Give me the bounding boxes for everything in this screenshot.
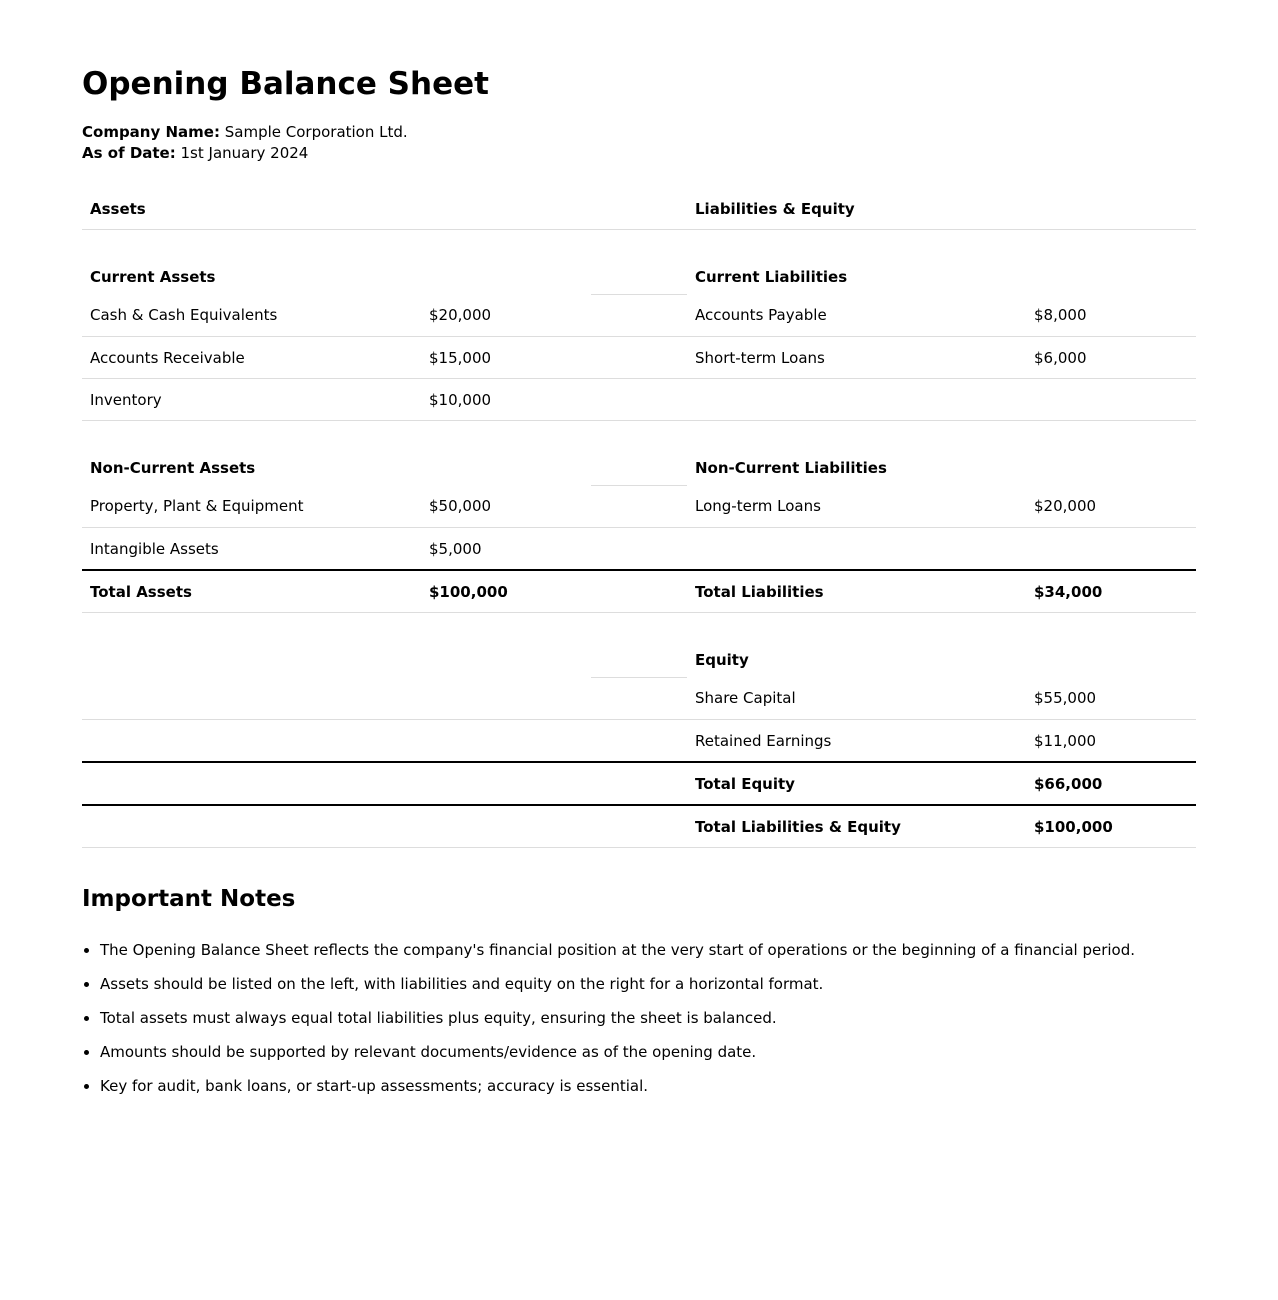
row-label: Property, Plant & Equipment <box>82 486 421 528</box>
row-value: $55,000 <box>1026 678 1196 720</box>
list-item: • Assets should be listed on the left, with liabilities and equity on the right for a horizontal format. <box>100 974 1196 994</box>
noncurrent-liabilities-title: Non-Current Liabilities <box>695 458 887 477</box>
total-assets-label: Total Assets <box>82 570 421 613</box>
row-value: $20,000 <box>421 295 591 337</box>
row-value: $6,000 <box>1026 337 1196 379</box>
balance-sheet-page <box>82 0 1196 1096</box>
table-row <box>82 678 1196 720</box>
total-row <box>82 805 1196 848</box>
total-equity-value: $66,000 <box>1026 762 1196 805</box>
notes-title: Important Notes <box>82 886 296 912</box>
section-row <box>82 230 1196 295</box>
date-line <box>82 143 1196 164</box>
table-header-row <box>82 189 1196 230</box>
current-assets-title: Current Assets <box>90 267 216 286</box>
document-meta <box>82 122 1196 164</box>
table-row <box>82 486 1196 528</box>
assets-header: Assets <box>82 189 421 230</box>
row-label: Short-term Loans <box>687 337 1026 379</box>
row-value: $5,000 <box>421 528 591 571</box>
current-liabilities-title: Current Liabilities <box>695 267 848 286</box>
row-label: Inventory <box>82 379 421 421</box>
total-liabilities-value: $34,000 <box>1026 570 1196 613</box>
table-row <box>82 379 1196 421</box>
total-liabilities-label: Total Liabilities <box>687 570 1026 613</box>
total-assets-value: $100,000 <box>421 570 591 613</box>
row-value: $50,000 <box>421 486 591 528</box>
row-label: Accounts Receivable <box>82 337 421 379</box>
row-label: Retained Earnings <box>687 720 1026 763</box>
list-item: • Total assets must always equal total liabilities plus equity, ensuring the sheet is balanced. <box>100 1008 1196 1028</box>
table-row <box>82 295 1196 337</box>
row-value: $15,000 <box>421 337 591 379</box>
company-line <box>82 122 1196 143</box>
section-row <box>82 613 1196 678</box>
row-label: Accounts Payable <box>687 295 1026 337</box>
list-item: • Amounts should be supported by relevant documents/evidence as of the opening date. <box>100 1042 1196 1062</box>
row-label: Cash & Cash Equivalents <box>82 295 421 337</box>
total-liabilities-equity-value: $100,000 <box>1026 805 1196 848</box>
liabilities-equity-header: Liabilities & Equity <box>687 189 1026 230</box>
balance-sheet-table <box>82 189 1196 848</box>
table-row <box>82 337 1196 379</box>
total-row <box>82 570 1196 613</box>
table-row <box>82 528 1196 571</box>
row-label: Intangible Assets <box>82 528 421 571</box>
list-item: • The Opening Balance Sheet reflects the company's financial position at the very start of operations or the beginning of a financial period. <box>100 940 1196 960</box>
company-value: Sample Corporation Ltd. <box>224 123 408 141</box>
row-value: $10,000 <box>421 379 591 421</box>
total-row <box>82 762 1196 805</box>
row-label: Share Capital <box>687 678 1026 720</box>
date-label: As of Date: <box>82 144 176 162</box>
company-label: Company Name: <box>82 123 220 141</box>
row-value: $11,000 <box>1026 720 1196 763</box>
page-title: Opening Balance Sheet <box>82 66 489 102</box>
total-liabilities-equity-label: Total Liabilities & Equity <box>687 805 1026 848</box>
noncurrent-assets-title: Non-Current Assets <box>90 458 256 477</box>
row-value: $8,000 <box>1026 295 1196 337</box>
equity-title: Equity <box>695 650 749 669</box>
total-equity-label: Total Equity <box>687 762 1026 805</box>
section-row <box>82 421 1196 486</box>
table-row <box>82 720 1196 763</box>
list-item: • Key for audit, bank loans, or start-up assessments; accuracy is essential. <box>100 1076 1196 1096</box>
row-value: $20,000 <box>1026 486 1196 528</box>
notes-list <box>82 940 1196 1096</box>
row-label: Long-term Loans <box>687 486 1026 528</box>
date-value: 1st January 2024 <box>180 144 309 162</box>
